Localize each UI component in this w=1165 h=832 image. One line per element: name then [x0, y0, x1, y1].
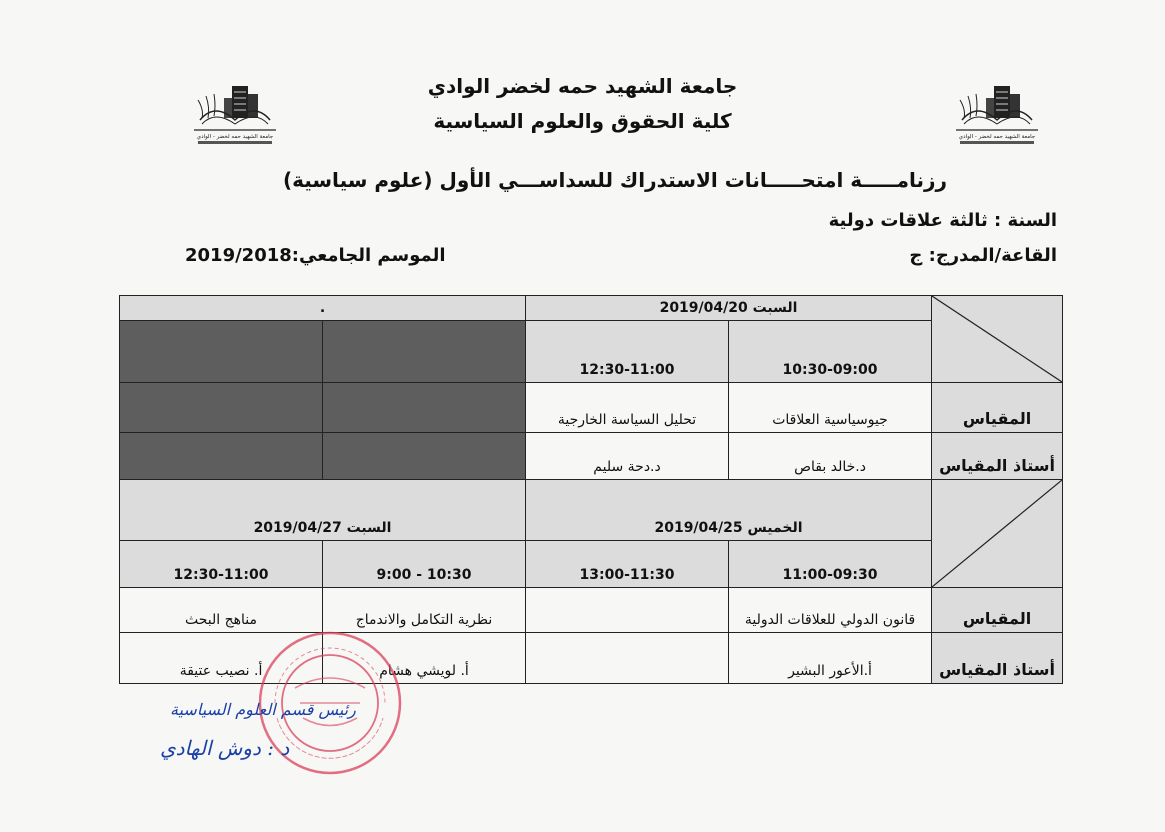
block2-professor-1: أ.الأعور البشير — [729, 633, 932, 684]
block1-day-saturday: السبت 2019/04/20 — [526, 296, 932, 321]
department-head-name: د : دوش الهادي — [160, 736, 290, 760]
block2-professor-2 — [526, 633, 729, 684]
block1-module-2: تحليل السياسة الخارجية — [526, 383, 729, 433]
block1-time-2: 12:30-11:00 — [526, 321, 729, 383]
logo-right-caption: جامعة الشهيد حمه لخضر - الوادي — [958, 134, 1036, 140]
block1-time-1: 10:30-09:00 — [729, 321, 932, 383]
block1-module-4-empty — [120, 383, 323, 433]
block2-professor-3: أ. لويشي هشام — [323, 633, 526, 684]
block2-module-row — [120, 588, 1063, 633]
department-head-title: رئيس قسم العلوم السياسية — [170, 700, 356, 719]
block2-time-3: 10:30 - 9:00 — [323, 541, 526, 588]
block2-module-3: نظرية التكامل والاندماج — [323, 588, 526, 633]
faculty-name: كلية الحقوق والعلوم السياسية — [433, 109, 732, 133]
corner-cell-1 — [932, 296, 1063, 383]
block1-module-row — [120, 383, 1063, 433]
professor-label-2: أستاذ المقياس — [932, 633, 1063, 684]
block2-time-1: 11:00-09:30 — [729, 541, 932, 588]
block1-time-4-empty — [120, 321, 323, 383]
block2-day-row — [120, 480, 1063, 541]
block2-day-saturday: السبت 2019/04/27 — [120, 480, 526, 541]
block1-professor-1: د.خالد بقاص — [729, 433, 932, 480]
block2-module-4: مناهج البحث — [120, 588, 323, 633]
university-logo-left — [190, 80, 280, 148]
university-logo-right — [952, 80, 1042, 148]
block2-module-1: قانون الدولي للعلاقات الدولية — [729, 588, 932, 633]
block1-time-3-empty — [323, 321, 526, 383]
block2-day-thursday: الخميس 2019/04/25 — [526, 480, 932, 541]
exam-calendar-title: رزنامـــــة امتحـــــانات الاستدراك للسداســـي الأول (علوم سياسية) — [282, 168, 948, 192]
block1-day-row — [120, 296, 1063, 321]
block1-times-row — [120, 321, 1063, 383]
block2-professor-4: أ. نصيب عتيقة — [120, 633, 323, 684]
block1-professor-4-empty — [120, 433, 323, 480]
block2-times-row — [120, 541, 1063, 588]
module-label-2: المقياس — [932, 588, 1063, 633]
module-label-1: المقياس — [932, 383, 1063, 433]
block2-module-2 — [526, 588, 729, 633]
block1-module-3-empty — [323, 383, 526, 433]
block2-time-4: 12:30-11:00 — [120, 541, 323, 588]
academic-year-level: السنة : ثالثة علاقات دولية — [828, 210, 1057, 231]
exam-schedule-table — [119, 295, 1063, 684]
block1-professor-2: د.دحة سليم — [526, 433, 729, 480]
university-name: جامعة الشهيد حمه لخضر الوادي — [427, 74, 738, 98]
logo-left-caption: جامعة الشهيد حمه لخضر - الوادي — [196, 134, 274, 140]
block1-professor-row — [120, 433, 1063, 480]
block2-time-2: 13:00-11:30 — [526, 541, 729, 588]
block1-professor-3-empty — [323, 433, 526, 480]
corner-cell-2 — [932, 480, 1063, 588]
academic-season: الموسم الجامعي:2019/2018 — [185, 245, 446, 266]
block1-day-empty: . — [120, 296, 526, 321]
exam-hall: القاعة/المدرج: ج — [909, 245, 1057, 266]
professor-label-1: أستاذ المقياس — [932, 433, 1063, 480]
block1-module-1: جيوسياسية العلاقات — [729, 383, 932, 433]
